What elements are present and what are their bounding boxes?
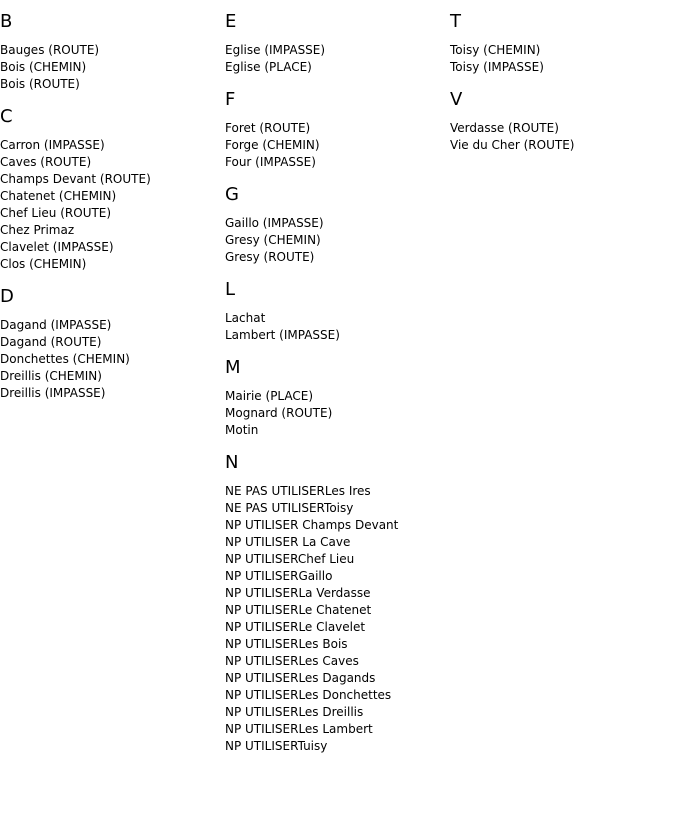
street-list	[0, 137, 220, 273]
street-item[interactable]: Donchettes (CHEMIN)	[0, 352, 130, 366]
street-item[interactable]: NP UTILISERLes Caves	[225, 654, 359, 668]
letter-heading: C	[0, 106, 13, 127]
street-item[interactable]: Gresy (CHEMIN)	[225, 233, 321, 247]
street-item[interactable]: Eglise (PLACE)	[225, 60, 312, 74]
street-item[interactable]: NP UTILISERLes Dagands	[225, 671, 376, 685]
letter-heading: E	[225, 11, 237, 32]
letter-group	[225, 278, 445, 344]
letter-group	[450, 10, 670, 76]
street-item[interactable]: NP UTILISERLa Verdasse	[225, 586, 371, 600]
street-item[interactable]: Caves (ROUTE)	[0, 155, 92, 169]
index-column-2	[225, 10, 445, 767]
letter-group	[225, 88, 445, 171]
street-item[interactable]: NE PAS UTILISERToisy	[225, 501, 354, 515]
street-item[interactable]: Toisy (IMPASSE)	[450, 60, 544, 74]
street-item[interactable]: NE PAS UTILISERLes Ires	[225, 484, 371, 498]
street-item[interactable]: Clos (CHEMIN)	[0, 257, 87, 271]
letter-heading: F	[225, 89, 236, 110]
street-item[interactable]: Verdasse (ROUTE)	[450, 121, 559, 135]
street-item[interactable]: Bois (ROUTE)	[0, 77, 80, 91]
street-item[interactable]: Carron (IMPASSE)	[0, 138, 105, 152]
street-item[interactable]: NP UTILISERLes Donchettes	[225, 688, 392, 702]
street-item[interactable]: Gaillo (IMPASSE)	[225, 216, 324, 230]
letter-group	[225, 183, 445, 266]
street-item[interactable]: Clavelet (IMPASSE)	[0, 240, 114, 254]
letter-group	[450, 88, 670, 154]
index-column-1	[0, 10, 220, 414]
street-list	[450, 42, 670, 76]
letter-heading: B	[0, 11, 13, 32]
street-item[interactable]: NP UTILISER Champs Devant	[225, 518, 399, 532]
street-item[interactable]: Dagand (ROUTE)	[0, 335, 102, 349]
street-item[interactable]: NP UTILISERTuisy	[225, 739, 328, 753]
street-item[interactable]: NP UTILISERGaillo	[225, 569, 333, 583]
street-item[interactable]: Bauges (ROUTE)	[0, 43, 100, 57]
letter-group	[225, 10, 445, 76]
street-list	[225, 42, 445, 76]
street-list	[450, 120, 670, 154]
street-list	[225, 310, 445, 344]
street-item[interactable]: Foret (ROUTE)	[225, 121, 311, 135]
letter-group	[0, 285, 220, 402]
street-item[interactable]: NP UTILISERLe Clavelet	[225, 620, 366, 634]
street-item[interactable]: NP UTILISER La Cave	[225, 535, 351, 549]
street-item[interactable]: NP UTILISERLes Lambert	[225, 722, 373, 736]
street-list	[225, 120, 445, 171]
street-item[interactable]: Eglise (IMPASSE)	[225, 43, 326, 57]
letter-group	[0, 105, 220, 273]
letter-heading: T	[450, 11, 461, 32]
street-list	[225, 388, 445, 439]
street-item[interactable]: Mairie (PLACE)	[225, 389, 314, 403]
street-list	[0, 317, 220, 402]
letter-heading: M	[225, 357, 241, 378]
street-item[interactable]: NP UTILISERLe Chatenet	[225, 603, 372, 617]
street-item[interactable]: Forge (CHEMIN)	[225, 138, 320, 152]
street-item[interactable]: NP UTILISERLes Bois	[225, 637, 348, 651]
street-item[interactable]: Champs Devant (ROUTE)	[0, 172, 151, 186]
letter-heading: N	[225, 452, 239, 473]
letter-heading: L	[225, 279, 236, 300]
street-item[interactable]: Mognard (ROUTE)	[225, 406, 333, 420]
letter-heading: G	[225, 184, 239, 205]
street-item[interactable]: Dreillis (IMPASSE)	[0, 386, 106, 400]
letter-heading: D	[0, 286, 14, 307]
street-item[interactable]: NP UTILISERChef Lieu	[225, 552, 355, 566]
street-list	[225, 483, 445, 755]
letter-group	[225, 356, 445, 439]
street-item[interactable]: Lachat	[225, 311, 266, 325]
street-item[interactable]: Chez Primaz	[0, 223, 75, 237]
street-item[interactable]: NP UTILISERLes Dreillis	[225, 705, 364, 719]
street-item[interactable]: Dreillis (CHEMIN)	[0, 369, 102, 383]
letter-group	[0, 10, 220, 93]
street-item[interactable]: Dagand (IMPASSE)	[0, 318, 112, 332]
street-item[interactable]: Toisy (CHEMIN)	[450, 43, 541, 57]
street-item[interactable]: Four (IMPASSE)	[225, 155, 316, 169]
street-item[interactable]: Lambert (IMPASSE)	[225, 328, 340, 342]
index-column-3	[450, 10, 670, 166]
street-item[interactable]: Bois (CHEMIN)	[0, 60, 87, 74]
street-item[interactable]: Chef Lieu (ROUTE)	[0, 206, 112, 220]
street-list	[225, 215, 445, 266]
street-list	[0, 42, 220, 93]
street-item[interactable]: Gresy (ROUTE)	[225, 250, 315, 264]
letter-group	[225, 451, 445, 755]
street-item[interactable]: Chatenet (CHEMIN)	[0, 189, 117, 203]
letter-heading: V	[450, 89, 463, 110]
street-item[interactable]: Vie du Cher (ROUTE)	[450, 138, 575, 152]
street-item[interactable]: Motin	[225, 423, 259, 437]
